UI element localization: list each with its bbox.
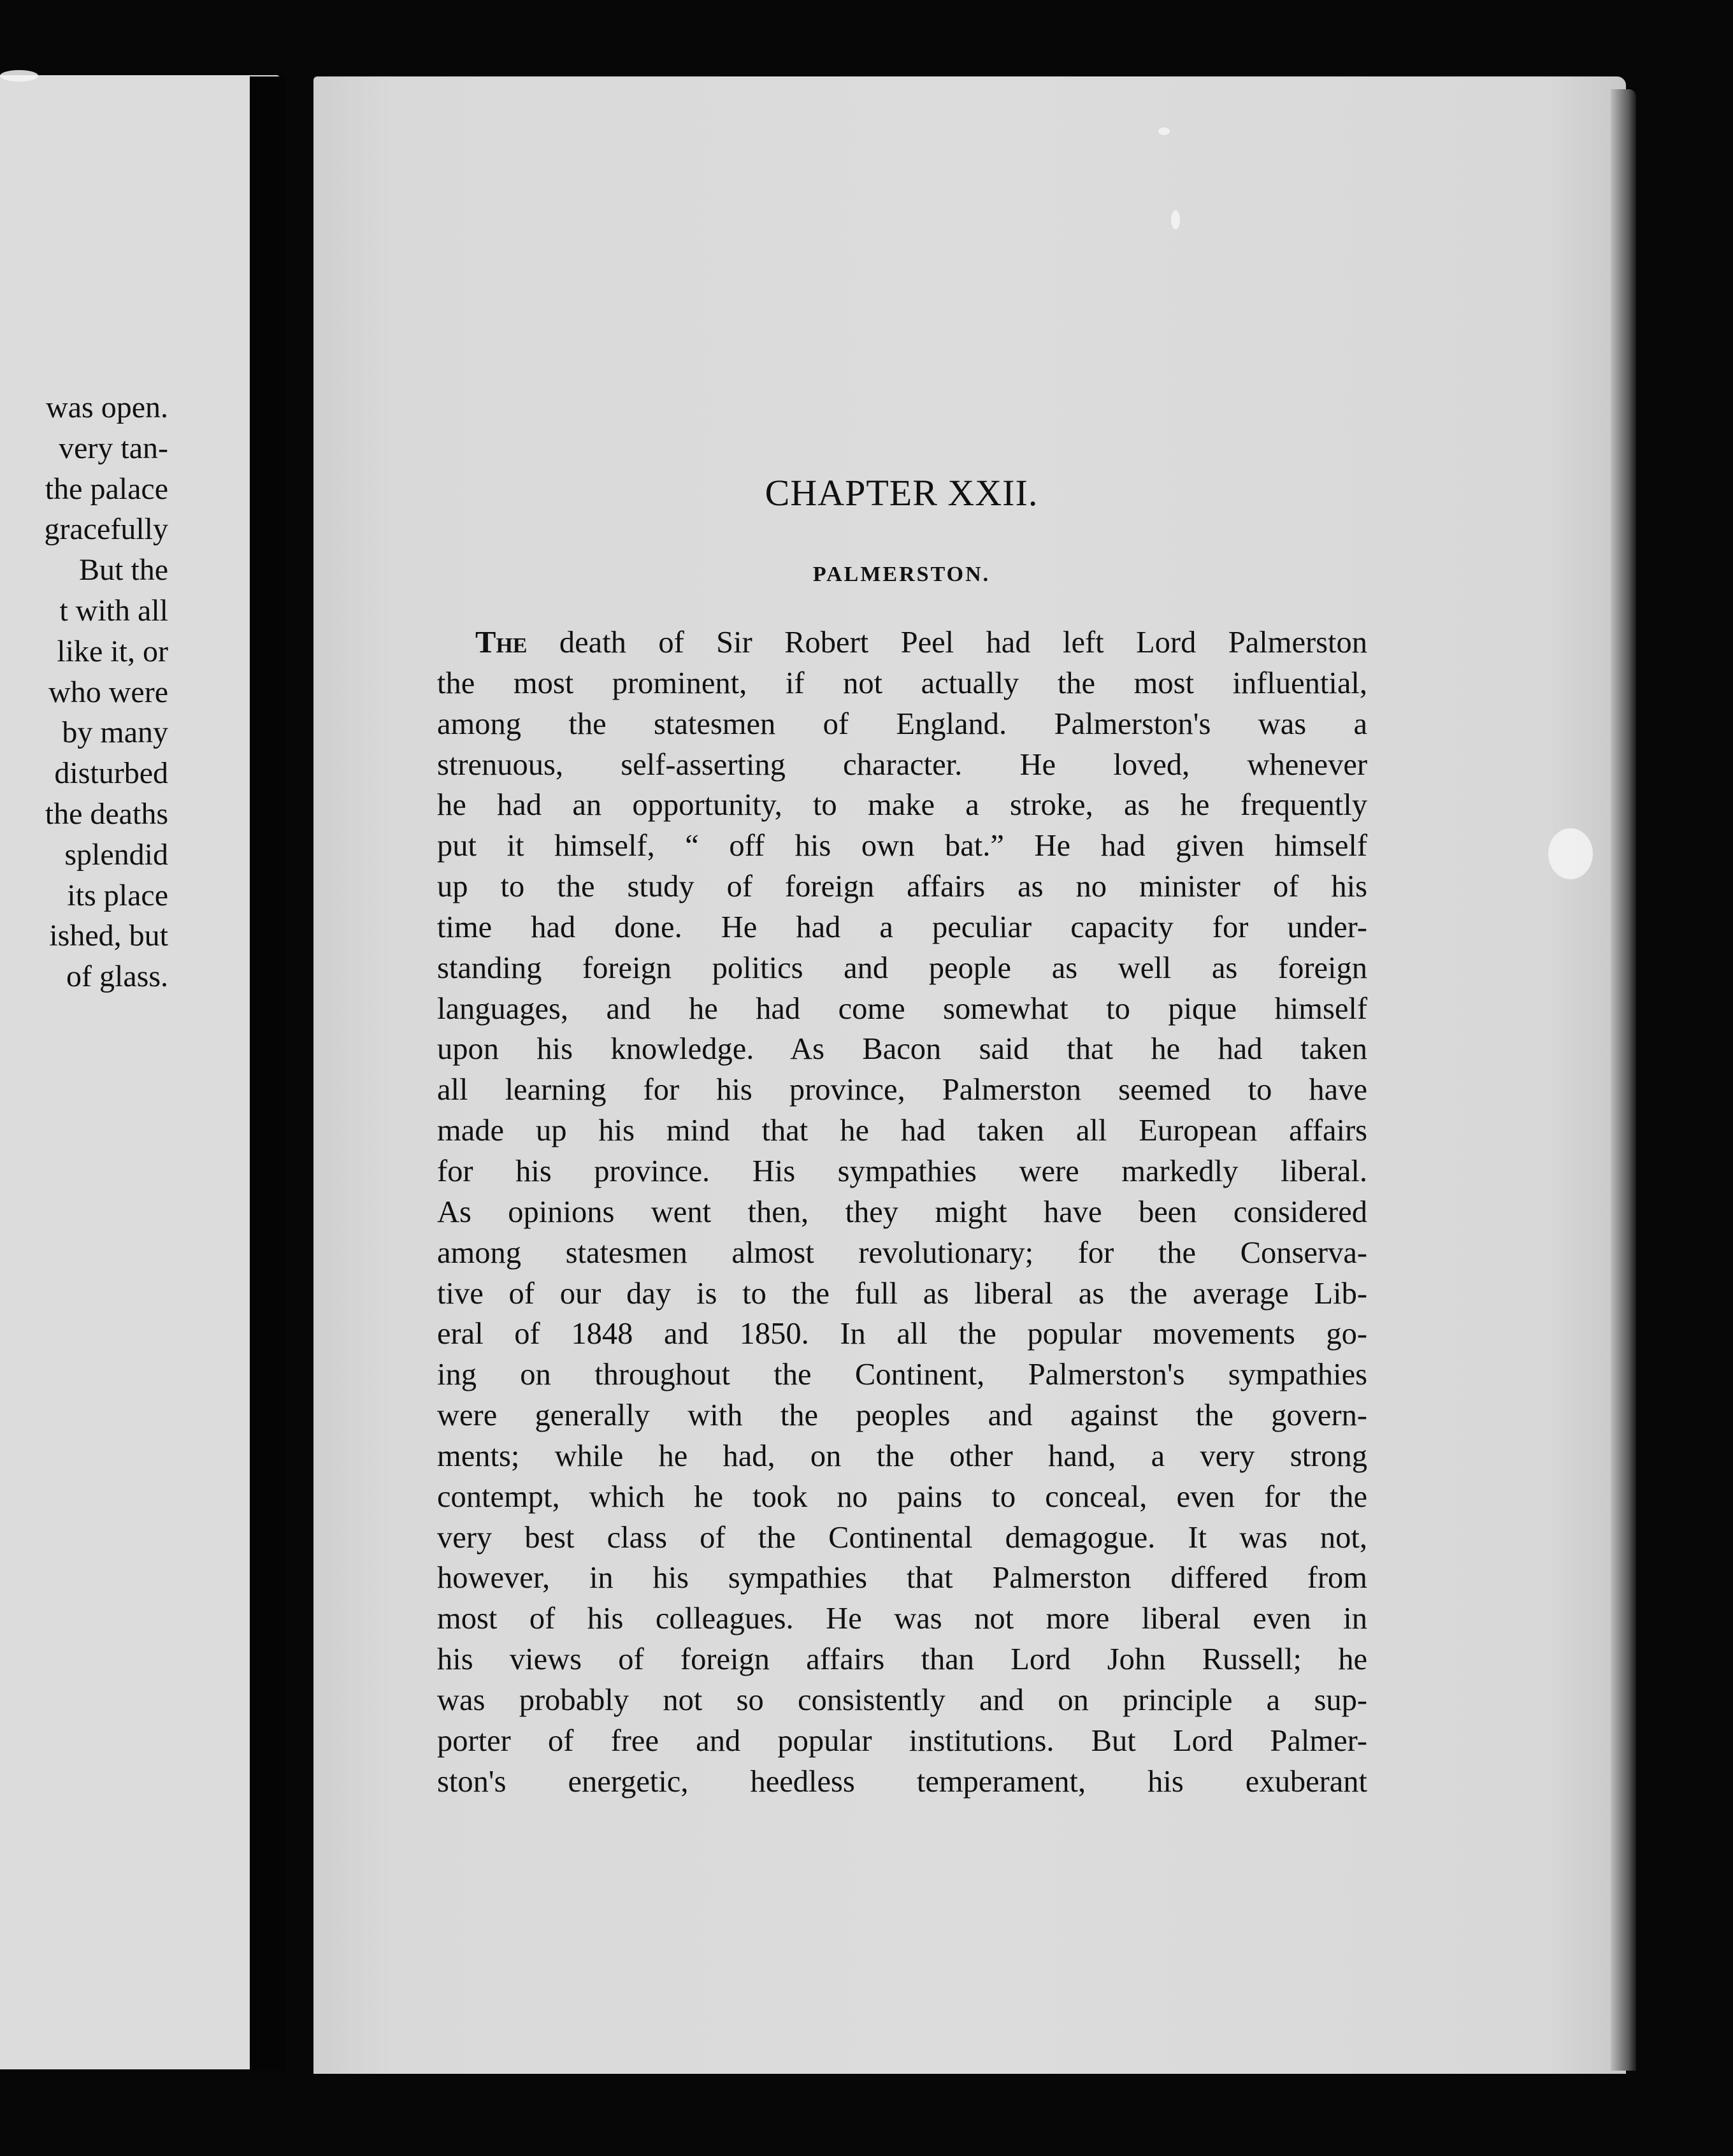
- body-line-first: [437, 622, 1367, 663]
- body-line: contempt, which he took no pains to conceal, even for the: [437, 1479, 1367, 1514]
- body-line: standing foreign politics and people as well as foreign: [437, 951, 1367, 985]
- previous-page-line: splendid: [64, 837, 168, 872]
- previous-page-line: was open.: [46, 391, 168, 424]
- chapter-title: CHAPTER XXII.: [765, 472, 1039, 514]
- body-line: for his province. His sympathies were markedly liberal.: [437, 1154, 1367, 1188]
- body-line: time had done. He had a peculiar capacity for under-: [437, 910, 1367, 944]
- previous-page-line: ished, but: [49, 919, 168, 953]
- body-line: however, in his sympathies that Palmerston differed from: [437, 1561, 1367, 1595]
- body-line: he had an opportunity, to make a stroke, as he frequently: [437, 788, 1367, 823]
- opening-word: The: [475, 626, 528, 659]
- body-line: among statesmen almost revolutionary; for the Conserva-: [437, 1235, 1367, 1270]
- body-line: ing on throughout the Continent, Palmerston's sympathies: [437, 1358, 1367, 1392]
- body-line: ston's energetic, heedless temperament, his exuberant: [437, 1764, 1367, 1799]
- body-line: his views of foreign affairs than Lord John Russell; he: [437, 1642, 1367, 1677]
- scan-speck: [1548, 828, 1593, 879]
- body-line: most of his colleagues. He was not more liberal even in: [437, 1602, 1367, 1636]
- previous-page-line: like it, or: [57, 634, 168, 668]
- body-line: languages, and he had come somewhat to pique himself: [437, 991, 1367, 1026]
- previous-page-line: disturbed: [54, 756, 168, 791]
- previous-page-line: the deaths: [45, 796, 168, 831]
- previous-page-line: the palace: [45, 471, 168, 506]
- chapter-body: [437, 622, 1367, 1802]
- body-line: ments; while he had, on the other hand, a very strong: [437, 1439, 1367, 1473]
- previous-page-line: very tan-: [59, 431, 168, 465]
- previous-page-line: of glass.: [66, 959, 168, 994]
- body-line: tive of our day is to the full as liberal as the average Lib-: [437, 1276, 1367, 1311]
- page-edge: [1611, 89, 1636, 2071]
- book-gutter: [250, 76, 285, 2071]
- chapter-subtitle: PALMERSTON.: [812, 563, 991, 586]
- previous-page: [0, 75, 280, 2069]
- body-line: As opinions went then, they might have been considered: [437, 1195, 1367, 1229]
- body-line: eral of 1848 and 1850. In all the popular movements go-: [437, 1317, 1367, 1351]
- previous-page-line: But the: [79, 553, 168, 587]
- body-line: put it himself, “ off his own bat.” He had given himself: [437, 829, 1367, 863]
- body-line: made up his mind that he had taken all European affairs: [437, 1114, 1367, 1148]
- body-line: all learning for his province, Palmerston seemed to have: [437, 1073, 1367, 1107]
- body-line: strenuous, self-asserting character. He loved, whenever: [437, 747, 1367, 782]
- body-line: among the statesmen of England. Palmerston's was a: [437, 707, 1367, 741]
- body-line: were generally with the peoples and against the govern-: [437, 1398, 1367, 1433]
- body-line: very best class of the Continental demagogue. It was not,: [437, 1520, 1367, 1555]
- body-line: the most prominent, if not actually the most influential,: [437, 666, 1367, 700]
- body-line: up to the study of foreign affairs as no minister of his: [437, 870, 1367, 904]
- first-line-rest: death of Sir Robert Peel had left Lord Palmerston: [527, 626, 1367, 659]
- previous-page-line: by many: [62, 715, 168, 750]
- previous-page-line: gracefully: [44, 512, 168, 547]
- body-line: was probably not so consistently and on principle a sup-: [437, 1683, 1367, 1717]
- previous-page-line: t with all: [59, 593, 168, 628]
- scan-speck: [0, 70, 38, 82]
- scan-speck: [1158, 127, 1170, 135]
- previous-page-line: who were: [48, 675, 168, 709]
- body-line: porter of free and popular institutions. But Lord Palmer-: [437, 1723, 1367, 1758]
- previous-page-line: its place: [67, 878, 168, 912]
- body-line: upon his knowledge. As Bacon said that he had taken: [437, 1032, 1367, 1067]
- scan-speck: [1171, 210, 1180, 229]
